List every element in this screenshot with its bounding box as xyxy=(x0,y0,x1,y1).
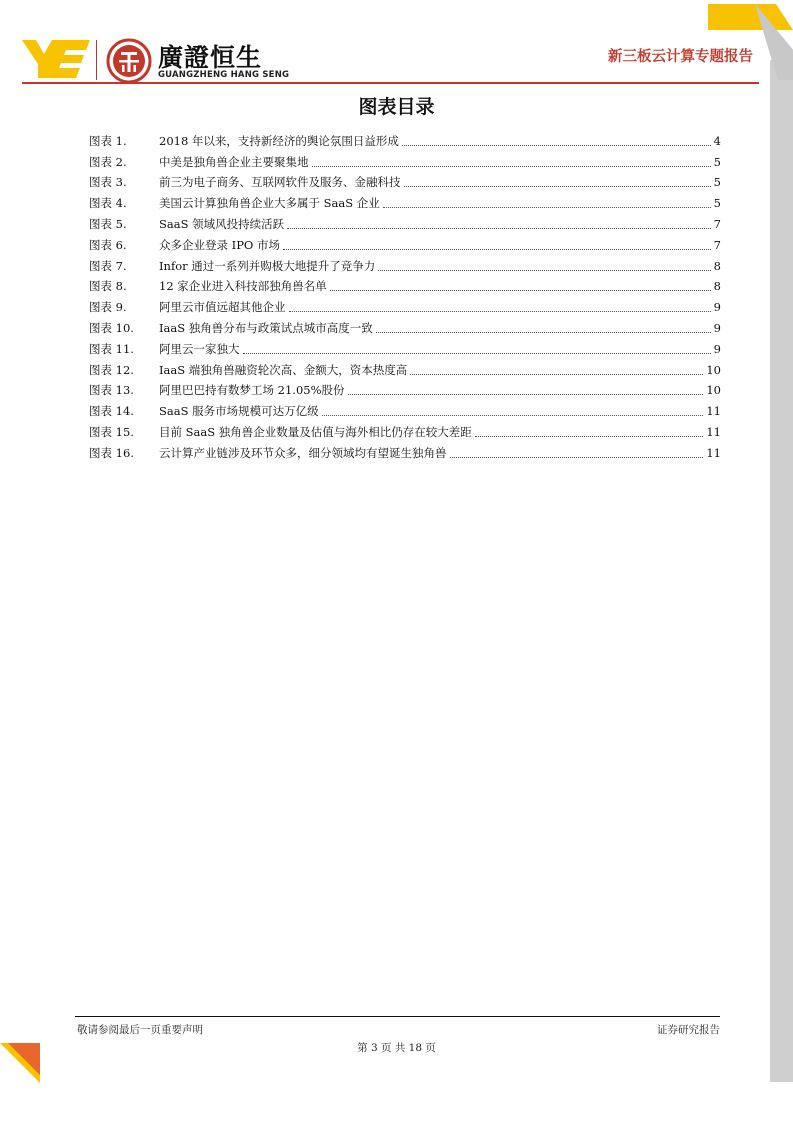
toc-entry-page: 7 xyxy=(713,237,721,252)
toc-entry-number: 图表 10. xyxy=(89,320,134,335)
toc-entry-number: 图表 11. xyxy=(89,341,134,356)
toc-entry[interactable] xyxy=(89,274,721,295)
toc-entry-page: 8 xyxy=(713,258,721,273)
toc-entry-page: 10 xyxy=(706,362,721,377)
toc-entry-leader xyxy=(283,248,711,250)
toc-entry-number: 图表 7. xyxy=(89,258,127,273)
toc-entry-leader xyxy=(450,456,704,458)
toc-entry[interactable] xyxy=(89,378,721,399)
toc-entry-number: 图表 16. xyxy=(89,445,134,460)
toc-entry-leader xyxy=(348,393,704,395)
toc-entry-page: 9 xyxy=(713,341,721,356)
toc-entry-leader xyxy=(322,414,704,416)
toc-entry-page: 11 xyxy=(706,404,721,419)
toc-entry-leader xyxy=(312,165,711,167)
toc-entry-title: 阿里云市值远超其他企业 xyxy=(159,300,286,315)
toc-entry-leader xyxy=(402,144,711,146)
toc-entry[interactable] xyxy=(89,315,721,336)
footer-page-number: 第 3 页 共 18 页 xyxy=(357,1042,436,1054)
toc-entry-title: SaaS 领域风投持续活跃 xyxy=(159,216,285,231)
toc-entry-number: 图表 5. xyxy=(89,216,127,231)
toc-entry-title: 目前 SaaS 独角兽企业数量及估值与海外相比仍存在较大差距 xyxy=(159,424,472,439)
toc-entry-number: 图表 12. xyxy=(89,362,134,377)
toc-entry-page: 5 xyxy=(713,196,721,211)
toc-entry-title: IaaS 独角兽分布与政策试点城市高度一致 xyxy=(159,320,373,335)
toc-entry-leader xyxy=(475,435,704,437)
toc-entry-title: 12 家企业进入科技部独角兽名单 xyxy=(159,279,327,294)
toc-entry[interactable] xyxy=(89,398,721,419)
toc-entry[interactable] xyxy=(89,149,721,170)
ye-logo-icon xyxy=(22,40,90,78)
toc-entry-page: 9 xyxy=(713,300,721,315)
toc-entry-number: 图表 1. xyxy=(89,133,127,148)
toc-entry-leader xyxy=(330,289,711,291)
toc-entry-number: 图表 8. xyxy=(89,279,127,294)
footer-category: 证券研究报告 xyxy=(657,1024,720,1036)
toc-entry-page: 9 xyxy=(713,320,721,335)
right-margin-bar xyxy=(770,60,793,1082)
toc-entry[interactable] xyxy=(89,294,721,315)
toc-entry[interactable] xyxy=(89,440,721,461)
toc-entry-title: 云计算产业链涉及环节众多，细分领域均有望诞生独角兽 xyxy=(159,445,447,460)
report-title: 新三板云计算专题报告 xyxy=(608,49,753,65)
toc-entry-title: 中美是独角兽企业主要聚集地 xyxy=(159,154,309,169)
toc-entry-number: 图表 4. xyxy=(89,196,127,211)
toc-entry-page: 4 xyxy=(713,133,721,148)
footer-rule xyxy=(75,1016,720,1017)
toc-entry-number: 图表 14. xyxy=(89,404,134,419)
toc-entry-title: 前三为电子商务、互联网软件及服务、金融科技 xyxy=(159,175,401,190)
toc-entry-number: 图表 15. xyxy=(89,424,134,439)
toc-entry[interactable] xyxy=(89,253,721,274)
brand-name-cn: 廣證恒生 xyxy=(158,43,263,72)
toc-entry-title: 众多企业登录 IPO 市场 xyxy=(159,237,281,252)
toc-entry[interactable] xyxy=(89,190,721,211)
toc-entry-page: 11 xyxy=(706,424,721,439)
toc-entry-leader xyxy=(287,227,711,229)
toc-entry-title: 阿里巴巴持有数梦工场 21.05%股份 xyxy=(159,383,345,398)
header-accent-shape xyxy=(708,4,793,30)
toc-entry-leader xyxy=(410,373,703,375)
page-heading: 图表目录 xyxy=(358,96,435,118)
toc-entry[interactable] xyxy=(89,211,721,232)
toc-entry-number: 图表 3. xyxy=(89,175,127,190)
toc-entry-title: 美国云计算独角兽企业大多属于 SaaS 企业 xyxy=(159,196,380,211)
toc-entry[interactable] xyxy=(89,232,721,253)
toc-entry-title: SaaS 服务市场规模可达万亿级 xyxy=(159,404,319,419)
toc-entry-leader xyxy=(289,310,711,312)
toc-entry[interactable] xyxy=(89,419,721,440)
toc-entry-title: IaaS 端独角兽融资轮次高、金额大，资本热度高 xyxy=(159,362,408,377)
toc-entry-page: 5 xyxy=(713,154,721,169)
corner-triangle-icon xyxy=(0,1043,40,1083)
toc-entry[interactable] xyxy=(89,128,721,149)
toc-entry-number: 图表 6. xyxy=(89,237,127,252)
brand-name-en: GUANGZHENG HANG SENG xyxy=(158,70,290,80)
footer-disclaimer: 敬请参阅最后一页重要声明 xyxy=(77,1024,203,1036)
toc-entry-title: Infor 通过一系列并购极大地提升了竞争力 xyxy=(159,258,376,273)
toc-entry-page: 7 xyxy=(713,216,721,231)
toc-entry-leader xyxy=(378,269,710,271)
toc-entry-leader xyxy=(376,331,711,333)
figure-toc-list xyxy=(89,128,721,461)
toc-entry-number: 图表 13. xyxy=(89,383,134,398)
toc-entry[interactable] xyxy=(89,170,721,191)
toc-entry[interactable] xyxy=(89,336,721,357)
toc-entry[interactable] xyxy=(89,357,721,378)
toc-entry-leader xyxy=(383,206,711,208)
toc-entry-page: 11 xyxy=(706,445,721,460)
toc-entry-leader xyxy=(404,185,711,187)
toc-entry-number: 图表 9. xyxy=(89,300,127,315)
toc-entry-page: 8 xyxy=(713,279,721,294)
toc-entry-number: 图表 2. xyxy=(89,154,127,169)
logo-divider xyxy=(96,40,97,80)
toc-entry-title: 2018 年以来，支持新经济的舆论氛围日益形成 xyxy=(159,133,399,148)
toc-entry-leader xyxy=(243,352,711,354)
guangzheng-seal-icon xyxy=(106,38,152,84)
toc-entry-page: 10 xyxy=(706,383,721,398)
header-rule xyxy=(22,82,759,84)
toc-entry-title: 阿里云一家独大 xyxy=(159,341,240,356)
toc-entry-page: 5 xyxy=(713,175,721,190)
